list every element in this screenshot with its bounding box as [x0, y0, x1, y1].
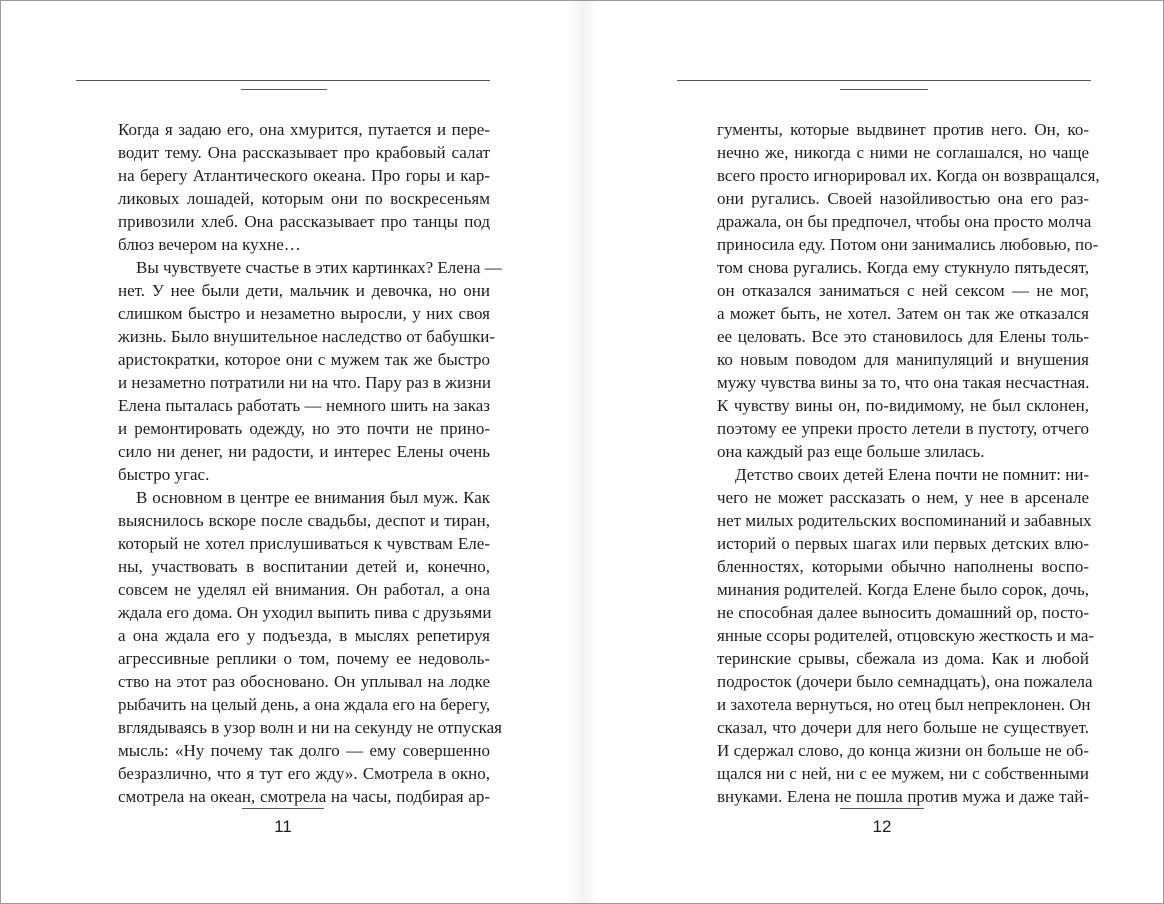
- text-line: подросток (дочери было семнадцать), она пожалела: [717, 672, 1093, 691]
- body-text: [717, 118, 1100, 808]
- text-line: дражала, он бы предпочел, чтобы она просто молча: [717, 212, 1092, 231]
- header-ornament-rule: [241, 89, 327, 90]
- text-line: сило ни денег, ни радости, и интерес Елены очень: [118, 442, 490, 461]
- text-line: В основном в центре ее внимания был муж. Как: [136, 488, 490, 507]
- text-line: слишком быстро и незаметно выросли, у них своя: [118, 304, 490, 323]
- text-line: минания родителей. Когда Елене было сорок, дочь,: [717, 580, 1089, 599]
- header-rule: [677, 80, 1091, 81]
- left-page: [1, 1, 582, 903]
- footer-rule: [242, 808, 324, 809]
- text-line: Детство своих детей Елена почти не помнит: ни-: [735, 465, 1090, 484]
- text-line: а она ждала его у подъезда, в мыслях репетируя: [118, 626, 490, 645]
- text-line: он отказался заниматься с ней сексом — не мог,: [717, 281, 1089, 300]
- text-line: смотрела на океан, смотрела на часы, подбирая ар-: [118, 787, 490, 806]
- text-line: ство на этот раз обосновано. Он уплывал на лодке: [118, 672, 490, 691]
- text-line: мужу чувства вины за то, что она такая несчастная.: [717, 373, 1090, 392]
- text-line: янные ссоры родителей, отцовскую жесткость и ма-: [717, 626, 1095, 645]
- header-rule: [76, 80, 490, 81]
- text-line: нет милых родительских воспоминаний и забавных: [717, 511, 1092, 530]
- text-line: мысль: «Ну почему так долго — ему совершенно: [118, 741, 490, 760]
- text-line: всего просто игнорировал их. Когда он возвращался,: [717, 166, 1100, 185]
- text-line: чего не может рассказать о нем, у нее в арсенале: [717, 488, 1089, 507]
- text-line: безразлично, что я тут его жду». Смотрела в окно,: [118, 764, 490, 783]
- text-line: на берегу Атлантического океана. Про горы и кар-: [118, 166, 490, 185]
- text-line: сказал, что дочери для него больше не существует.: [717, 718, 1089, 737]
- text-line: ликовых лошадей, которым они по воскресеньям: [118, 189, 490, 208]
- text-line: ждала его дома. Он уходил выпить пива с друзьями: [118, 603, 492, 622]
- text-line: поэтому ее упреки просто летели в пустоту, отчего: [717, 419, 1089, 438]
- text-line: Когда я задаю его, она хмурится, путается и пере-: [118, 120, 490, 139]
- text-line: теринские срывы, сбежала из дома. Как и любой: [717, 649, 1089, 668]
- text-line: историй о первых шагах или первых детских влю-: [717, 534, 1089, 553]
- text-line: совсем не уделял ей внимания. Он работал, а она: [118, 580, 490, 599]
- text-line: жизнь. Было внушительное наследство от бабушки-: [118, 327, 495, 346]
- text-line: ее целовать. Все это становилось для Елены толь-: [717, 327, 1089, 346]
- text-line: рыбачить на целый день, а она ждала его на берегу,: [118, 695, 491, 714]
- footer-rule: [840, 808, 924, 809]
- text-line: аристократки, которое они с мужем так же быстро: [118, 350, 490, 369]
- page-number: 11: [274, 817, 292, 836]
- text-line: водит тему. Она рассказывает про крабовый салат: [118, 143, 490, 162]
- text-line: и незаметно потратили ни на что. Пару раз в жизни: [118, 373, 491, 392]
- text-line: который не хотел прислушиваться к чувствам Еле-: [118, 534, 490, 553]
- text-line: ко новым поводом для манипуляций и внушения: [717, 350, 1089, 369]
- page-number: 12: [872, 817, 892, 836]
- text-line: и ремонтировать одежду, но это почти не прино-: [118, 419, 490, 438]
- text-line: нечно же, никогда с ними не соглашался, но чаще: [717, 143, 1089, 162]
- text-line: Вы чувствуете счастье в этих картинках? Елена —: [136, 258, 502, 277]
- text-line: и захотела вернуться, но отец был непреклонен. Он: [717, 695, 1091, 714]
- text-line: выяснилось вскоре после свадьбы, деспот и тиран,: [118, 511, 490, 530]
- text-line: агрессивные реплики о том, почему ее недоволь-: [118, 649, 490, 668]
- text-line: Елена пыталась работать — немного шить на заказ: [118, 396, 490, 415]
- text-line: привозили хлеб. Она рассказывает про танцы под: [118, 212, 490, 231]
- text-line: приносила еду. Потом они занимались любовью, по-: [717, 235, 1099, 254]
- header-ornament-rule: [840, 89, 928, 90]
- text-line: И сдержал слово, до конца жизни он больше не об-: [717, 741, 1089, 760]
- text-line: не способная далее выносить домашний ор, посто-: [717, 603, 1089, 622]
- text-line: а может быть, не хотел. Затем он так же отказался: [717, 304, 1089, 323]
- text-line: ны, участвовать в воспитании детей и, конечно,: [118, 557, 490, 576]
- text-line: гументы, которые выдвинет против него. Он, ко-: [717, 120, 1089, 139]
- text-line: нет. У нее были дети, мальчик и девочка, но они: [118, 281, 490, 300]
- text-line: она каждый раз еще больше злилась.: [717, 442, 985, 461]
- text-line: быстро угас.: [118, 465, 210, 484]
- text-line: блюз вечером на кухне…: [118, 235, 301, 254]
- text-line: внуками. Елена не пошла против мужа и даже тай-: [717, 787, 1089, 806]
- text-line: бленностях, которыми обычно наполнены воспо-: [717, 557, 1089, 576]
- text-line: они ругались. Своей назойливостью она его раз-: [717, 189, 1089, 208]
- text-line: вглядываясь в узор волн и ни на секунду не отпуская: [118, 718, 502, 737]
- text-line: щался ни с ней, ни с ее мужем, ни с собственными: [717, 764, 1089, 783]
- text-line: К чувству вины он, по-видимому, не был склонен,: [717, 396, 1089, 415]
- text-line: том снова ругались. Когда ему стукнуло пятьдесят,: [717, 258, 1089, 277]
- right-page: [582, 1, 1163, 903]
- body-text: [118, 118, 502, 808]
